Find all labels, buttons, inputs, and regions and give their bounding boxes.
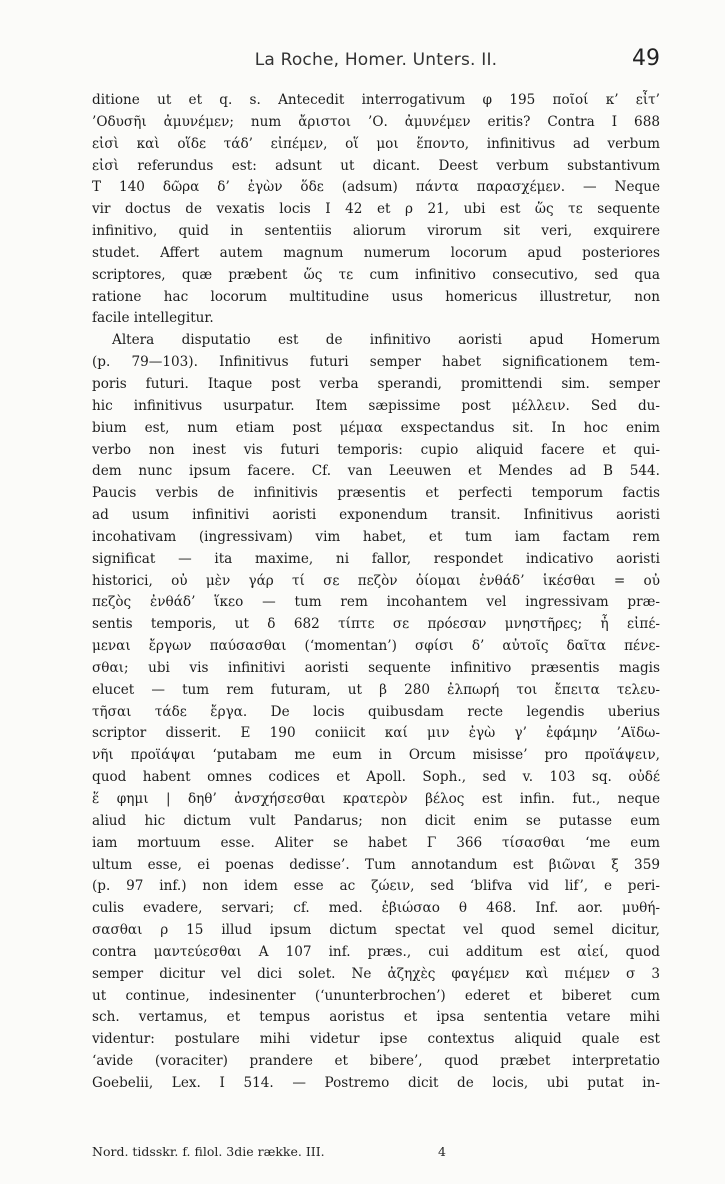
text-line: videntur: postulare mihi videtur ipse contextus aliquid quale est	[92, 1031, 660, 1048]
text-line: εἰσὶ καὶ οἵδε τάδ’ εἰπέμεν, οἵ μοι ἕποντο, infinitivus ad verbum	[92, 135, 660, 152]
text-line: elucet — tum rem futuram, ut β 280 ἐλπωρή τοι ἔπειτα τελευ-	[92, 681, 660, 698]
text-line: σθαι; ubi vis infinitivi aoristi sequente infinitivo præsentis magis	[92, 659, 660, 676]
page-footer	[92, 1144, 660, 1166]
page-header	[92, 46, 660, 76]
body-text	[92, 90, 660, 1095]
text-line: infinitivo, quid in sententiis aliorum virorum sit veri, exquirere	[92, 223, 660, 240]
text-line: aliud hic dictum vult Pandarus; non dicit enim se putasse eum	[92, 812, 660, 829]
page-number: 49	[632, 46, 660, 71]
text-line: Paucis verbis de infinitivis præsentis et perfecti temporum factis	[92, 485, 660, 502]
text-line: μεναι ἔργων παύσασθαι (‘momentan’) σφίσι δ’ αὐτοῖς δαῖτα πένε-	[92, 638, 660, 655]
text-line: hic infinitivus usurpatur. Item sæpissime post μέλλειν. Sed du-	[92, 397, 660, 414]
sheet-number: 4	[438, 1144, 446, 1159]
text-line: iam mortuum esse. Aliter se habet Γ 366 τίσασθαι ‘me eum	[92, 834, 660, 851]
text-line: quod habent omnes codices et Apoll. Soph., sed v. 103 sq. οὐδέ	[92, 769, 660, 786]
text-line: ditione ut et q. s. Antecedit interrogativum φ 195 ποῖοί κ’ εἶτ’	[92, 92, 660, 108]
text-line: vir doctus de vexatis locis Ι 42 et ρ 21, ubi est ὥς τε sequente	[92, 201, 660, 218]
text-line: semper dicitur vel dici solet. Ne ἀζηχὲς φαγέμεν καὶ πιέμεν σ 3	[92, 965, 660, 982]
text-line: culis evadere, servari; cf. med. ἐβιώσαο θ 468. Inf. aor. μυθή-	[92, 900, 660, 917]
text-line: dem nunc ipsum facere. Cf. van Leeuwen et Mendes ad Β 544.	[92, 463, 660, 480]
text-line: historici, οὐ μὲν γάρ τί σε πεζὸν ὀίομαι ἐνθάδ’ ἱκέσθαι = οὐ	[92, 572, 660, 589]
text-line: scriptores, quæ præbent ὥς τε cum infinitivo consecutivo, sed qua	[92, 266, 660, 283]
text-line: ultum esse, ei poenas dedisse’. Tum annotandum est βιῶναι ξ 359	[92, 856, 660, 873]
text-line: contra μαντεύεσθαι Α 107 inf. præs., cui additum est αἰεί, quod	[92, 943, 660, 960]
printer-signature: Nord. tidsskr. f. filol. 3die række. III.	[92, 1144, 325, 1159]
text-line: σασθαι ρ 15 illud ipsum dictum spectat vel quod semel dicitur,	[92, 922, 660, 939]
text-line: τῆσαι τάδε ἔργα. De locis quibusdam recte legendis uberius	[92, 703, 660, 720]
text-line: significat — ita maxime, ni fallor, respondet indicativo aoristi	[92, 550, 660, 567]
text-line: ad usum infinitivi aoristi exponendum transit. Infinitivus aoristi	[92, 507, 660, 524]
text-line: ἕ φημι | δηθ’ ἀνσχήσεσθαι κρατερὸν βέλος est infin. fut., neque	[92, 791, 660, 807]
text-line: ratione hac locorum multitudine usus homericus illustretur, non	[92, 288, 660, 305]
text-line: (p. 79—103). Infinitivus futuri semper habet significationem tem-	[92, 354, 660, 371]
text-line: νῆι προϊάψαι ‘putabam me eum in Orcum misisse’ pro προϊάψειν,	[92, 747, 660, 764]
text-line: incohativam (ingressivam) vim habet, et tum iam factam rem	[92, 528, 660, 545]
text-line: Τ 140 δῶρα δ’ ἐγὼν ὅδε (adsum) πάντα παρασχέμεν. — Neque	[92, 179, 660, 196]
text-line: sentis temporis, ut δ 682 τίπτε σε πρόεσαν μνηστῆρες; ἦ εἰπέ-	[92, 616, 660, 633]
text-line: Goebelii, Lex. I 514. — Postremo dicit de locis, ubi putat in-	[92, 1074, 660, 1091]
text-line: ’Οδυσῆι ἀμυνέμεν; num ἄριστοι ’Ο. ἀμυνέμεν eritis? Contra Ι 688	[92, 113, 660, 130]
text-line: sch. vertamus, et tempus aoristus et ipsa sententia vetare mihi	[92, 1009, 660, 1026]
text-line: (p. 97 inf.) non idem esse ac ζώειν, sed ‘blifva vid lif’, e peri-	[92, 878, 660, 895]
text-line: εἰσὶ referundus est: adsunt ut dicant. Deest verbum substantivum	[92, 157, 660, 174]
text-line: studet. Affert autem magnum numerum locorum apud posteriores	[92, 244, 660, 261]
text-line: ut continue, indesinenter (‘ununterbrochen’) ederet et biberet cum	[92, 987, 660, 1004]
text-line: πεζὸς ἐνθάδ’ ἵκεο — tum rem incohantem vel ingressivam præ-	[92, 594, 660, 611]
text-line: poris futuri. Itaque post verba sperandi, promittendi sim. semper	[92, 375, 660, 392]
text-line: ‘avide (voraciter) prandere et bibere’, quod præbet interpretatio	[92, 1053, 660, 1070]
running-head: La Roche, Homer. Unters. II.	[254, 50, 498, 70]
text-line: bium est, num etiam post μέμαα exspectandus sit. In hoc enim	[92, 419, 660, 436]
text-line: scriptor disserit. Ε 190 coniicit καί μιν ἐγὼ γ’ ἐφάμην ’Αϊδω-	[92, 725, 660, 742]
text-line: Altera disputatio est de infinitivo aoristi apud Homerum	[112, 332, 660, 349]
text-line: facile intellegitur.	[92, 310, 214, 327]
text-line: verbo non inest vis futuri temporis: cupio aliquid facere et qui-	[92, 441, 660, 458]
